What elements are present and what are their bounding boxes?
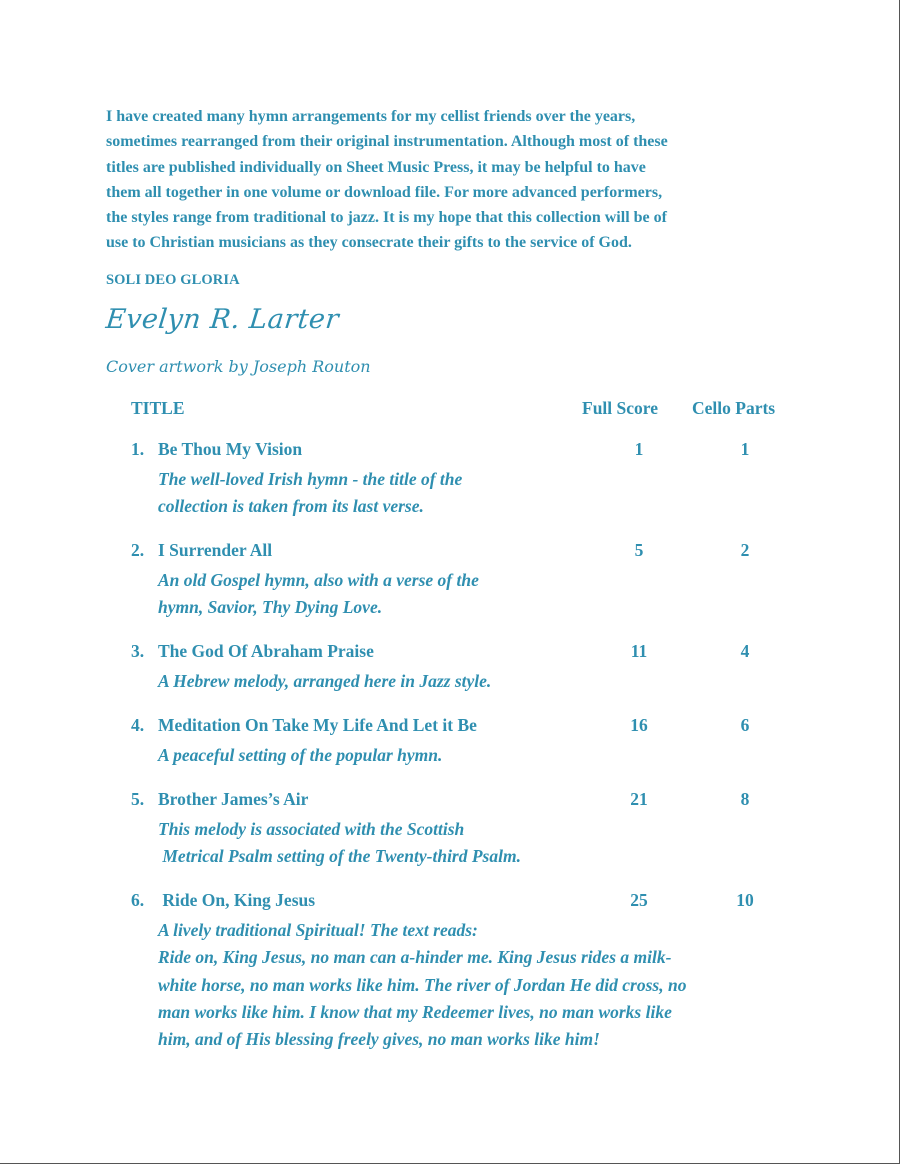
entry-title: Ride On, King Jesus	[158, 890, 316, 910]
description-line: Ride on, King Jesus, no man can a-hinder me. King Jesus rides a milk-	[158, 947, 672, 968]
entry-number: 4.	[131, 715, 145, 735]
description-line: him, and of His blessing freely gives, no man works like him!	[158, 1029, 600, 1050]
description-line: man works like him. I know that my Redeemer lives, no man works like	[158, 1001, 672, 1022]
intro-line: use to Christian musicians as they consecrate their gifts to the service of God.	[106, 234, 632, 252]
entry-full-score-page: 16	[630, 715, 648, 735]
entry-cello-parts-page: 6	[740, 715, 750, 735]
description-line: An old Gospel hymn, also with a verse of the	[158, 570, 479, 590]
entry-title: Meditation On Take My Life And Let it Be	[158, 715, 477, 735]
intro-line: them all together in one volume or download file. For more advanced performers,	[106, 183, 663, 201]
intro-line: I have created many hymn arrangements for my cellist friends over the years,	[106, 108, 636, 125]
entry-full-score-page: 11	[630, 641, 648, 661]
cover-credit: Cover artwork by Joseph Routon	[106, 357, 371, 376]
entry-description	[158, 742, 442, 769]
entry-description	[158, 917, 686, 1053]
entry-number: 3.	[131, 641, 145, 661]
entry-description	[158, 567, 479, 622]
entry-full-score-page: 1	[634, 439, 644, 459]
entry-number: 1.	[131, 439, 145, 459]
header-cello-parts: Cello Parts	[692, 398, 776, 418]
entry-description	[158, 466, 462, 521]
entry-title: Brother James’s Air	[158, 789, 309, 809]
entry-title: The God Of Abraham Praise	[158, 641, 374, 661]
entry-cello-parts-page: 4	[740, 641, 750, 661]
description-line: This melody is associated with the Scottish	[158, 819, 465, 839]
entry-title: I Surrender All	[158, 540, 273, 560]
entry-title: Be Thou My Vision	[158, 439, 303, 459]
entry-cello-parts-page: 10	[736, 890, 754, 910]
entry-description	[158, 816, 521, 871]
intro-line: titles are published individually on Sheet Music Press, it may be helpful to have	[106, 158, 646, 176]
description-line: Metrical Psalm setting of the Twenty-third Psalm.	[158, 846, 521, 867]
author-signature: Evelyn R. Larter	[104, 304, 341, 335]
description-line: A Hebrew melody, arranged here in Jazz style.	[158, 671, 492, 691]
intro-line: sometimes rearranged from their original instrumentation. Although most of these	[106, 133, 668, 151]
header-full-score: Full Score	[582, 398, 658, 418]
entry-number: 2.	[131, 540, 145, 560]
entry-description	[158, 668, 491, 695]
entry-full-score-page: 25	[630, 890, 648, 910]
entry-cello-parts-page: 1	[740, 439, 750, 459]
entry-full-score-page: 5	[634, 540, 644, 560]
entry-cello-parts-page: 2	[740, 540, 750, 560]
entry-full-score-page: 21	[630, 789, 648, 809]
entry-number: 5.	[131, 789, 145, 809]
description-line: hymn, Savior, Thy Dying Love.	[158, 597, 383, 618]
description-line: white horse, no man works like him. The river of Jordan He did cross, no	[158, 974, 687, 995]
entry-number: 6.	[131, 890, 145, 910]
description-line: collection is taken from its last verse.	[158, 496, 424, 517]
dedication: SOLI DEO GLORIA	[106, 272, 240, 288]
description-line: A peaceful setting of the popular hymn.	[158, 745, 443, 765]
entry-cello-parts-page: 8	[740, 789, 750, 809]
intro-line: the styles range from traditional to jazz. It is my hope that this collection will be of	[106, 209, 667, 227]
intro-paragraph	[106, 104, 806, 256]
header-title: TITLE	[131, 398, 185, 418]
description-line: The well-loved Irish hymn - the title of the	[158, 469, 463, 489]
description-line: A lively traditional Spiritual! The text reads:	[158, 920, 478, 940]
